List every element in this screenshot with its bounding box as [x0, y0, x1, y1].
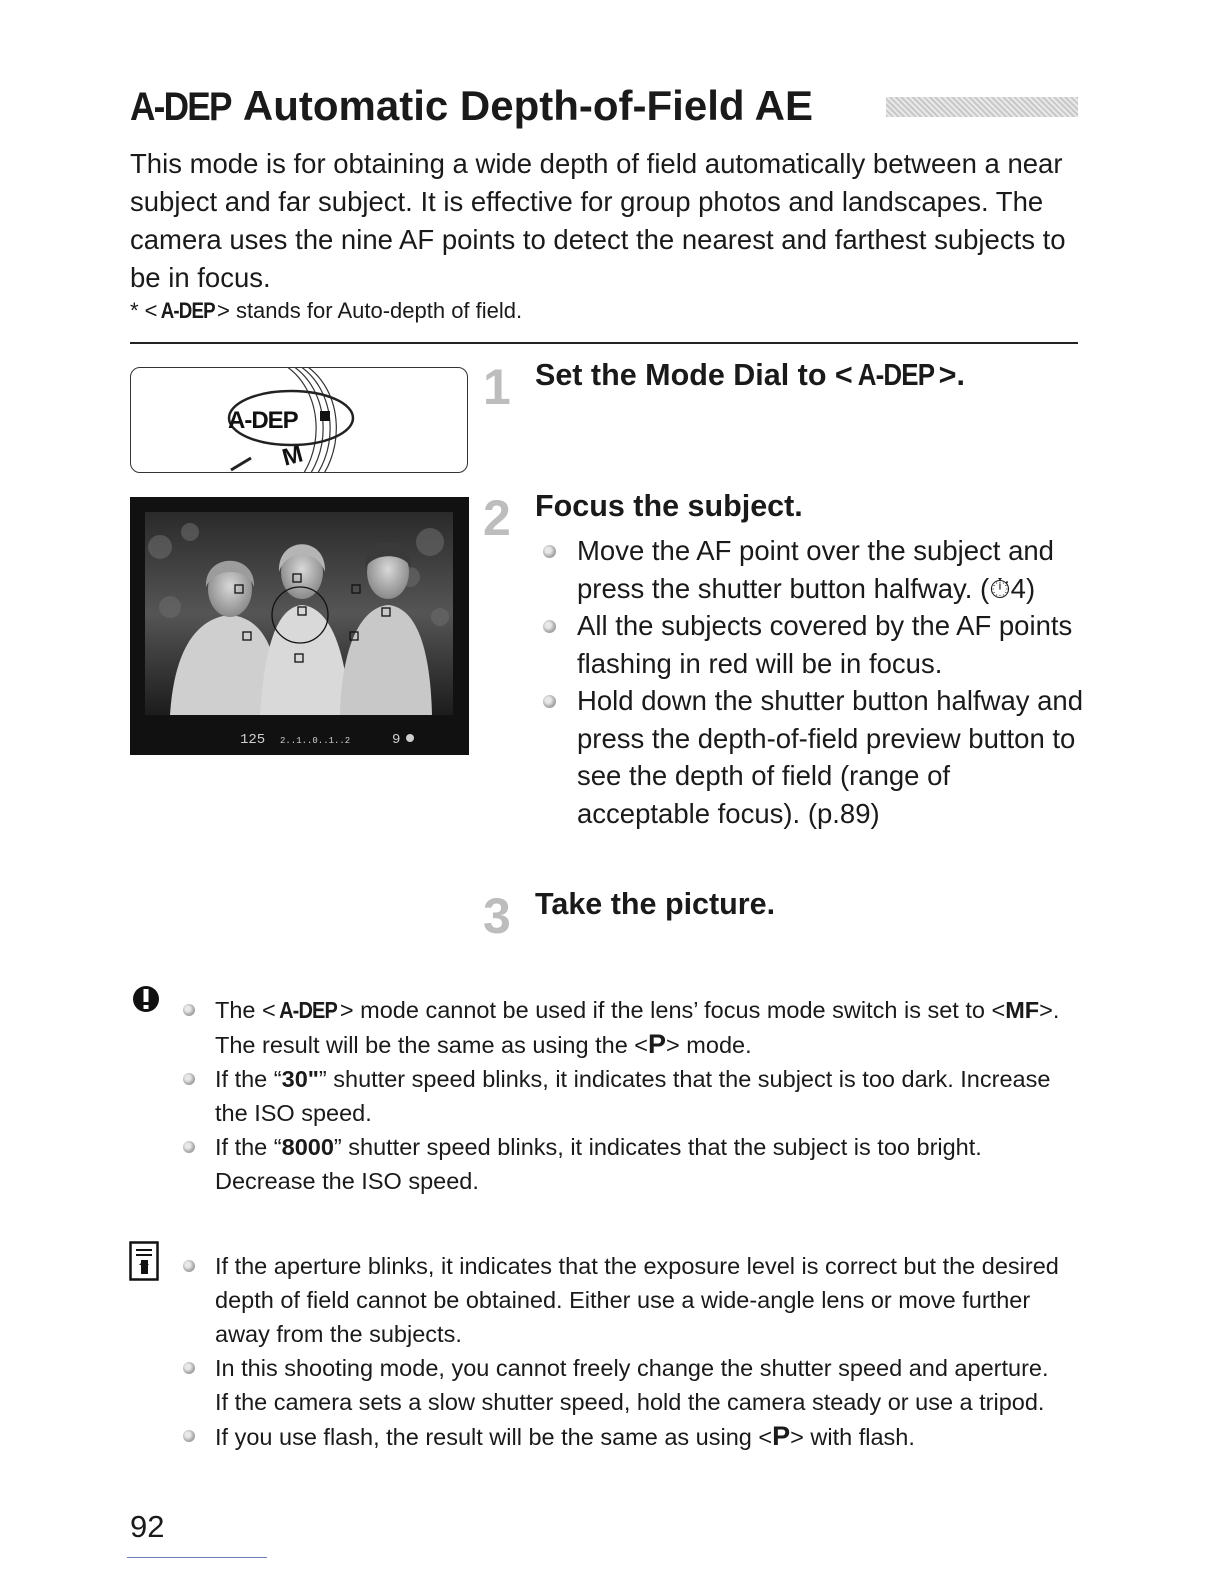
viewfinder-shutter-readout: 125 [240, 732, 266, 748]
step-number-3: 3 [483, 888, 511, 944]
viewfinder-photo [130, 497, 469, 755]
bullet-icon [183, 1073, 195, 1085]
list-item: If you use flash, the result will be the same as using <P> with flash. [183, 1419, 1063, 1454]
section-divider [130, 342, 1078, 344]
viewfinder-count-readout: 9 [392, 732, 401, 748]
intro-paragraph: This mode is for obtaining a wide depth of field automatically between a near subject and far subject. It is effective for group photos and landscapes. The camera uses the nine AF points to detect the nearest and farthest subjects to be in focus. [130, 148, 1066, 293]
dial-m-label: M [279, 440, 306, 472]
list-item: The < A-DEP > mode cannot be used if the lens’ focus mode switch is set to <MF>. The result will be the same as using the <P> mode. [183, 993, 1063, 1062]
step-number-1: 1 [483, 359, 511, 415]
step-2-heading: Focus the subject. [535, 489, 803, 523]
footnote: * < A-DEP > stands for Auto-depth of field. [130, 298, 523, 323]
bullet-icon [543, 545, 556, 558]
list-item: All the subjects covered by the AF points flashing in red will be in focus. [540, 607, 1085, 682]
list-item: Move the AF point over the subject and press the shutter button halfway. (⏱4) [540, 532, 1085, 607]
adep-symbol: A-DEP [857, 358, 934, 392]
note-icon [129, 1241, 159, 1286]
list-item: If the “8000” shutter speed blinks, it indicates that the subject is too bright. Decrease the ISO speed. [183, 1130, 1063, 1198]
list-item: Hold down the shutter button halfway and press the depth-of-field preview button to see the depth of field (range of acceptable focus). (p.89) [540, 682, 1085, 832]
mode-dial-graphic [131, 368, 467, 472]
title-text: Automatic Depth-of-Field AE [242, 82, 813, 129]
list-item: In this shooting mode, you cannot freely change the shutter speed and aperture. If the camera sets a slow shutter speed, hold the camera steady or use a tripod. [183, 1351, 1063, 1419]
title-decoration-bar [886, 97, 1078, 117]
step-2-bullets [540, 532, 1085, 832]
dial-adep-label: A-DEP [228, 407, 298, 434]
bullet-icon [183, 1430, 195, 1442]
bullet-icon [543, 695, 556, 708]
viewfinder-exposure-scale: 2..1..0..1..2 [280, 736, 351, 746]
adep-symbol: A-DEP [160, 298, 215, 323]
step-1-heading: Set the Mode Dial to < A-DEP >. [535, 358, 965, 392]
notes-list [183, 1249, 1063, 1454]
step-number-2: 2 [483, 490, 511, 546]
step-3-heading: Take the picture. [535, 887, 776, 921]
bullet-icon [543, 620, 556, 633]
adep-symbol: A-DEP [278, 997, 337, 1023]
bullet-icon [183, 1004, 195, 1016]
bullet-icon [183, 1362, 195, 1374]
page-number-underline [127, 1557, 267, 1558]
page-title [130, 82, 813, 130]
caution-list [183, 993, 1063, 1198]
adep-mode-symbol: A-DEP [130, 85, 231, 129]
bullet-icon [183, 1141, 195, 1153]
list-item: If the aperture blinks, it indicates that the exposure level is correct but the desired depth of field cannot be obtained. Either use a wide-angle lens or move further away from the subjects. [183, 1249, 1063, 1351]
caution-icon [130, 985, 162, 1018]
bullet-icon [183, 1260, 195, 1272]
page-number: 92 [130, 1509, 165, 1544]
list-item: If the “30"” shutter speed blinks, it indicates that the subject is too dark. Increase the ISO speed. [183, 1062, 1063, 1130]
mode-dial-illustration [130, 367, 468, 473]
